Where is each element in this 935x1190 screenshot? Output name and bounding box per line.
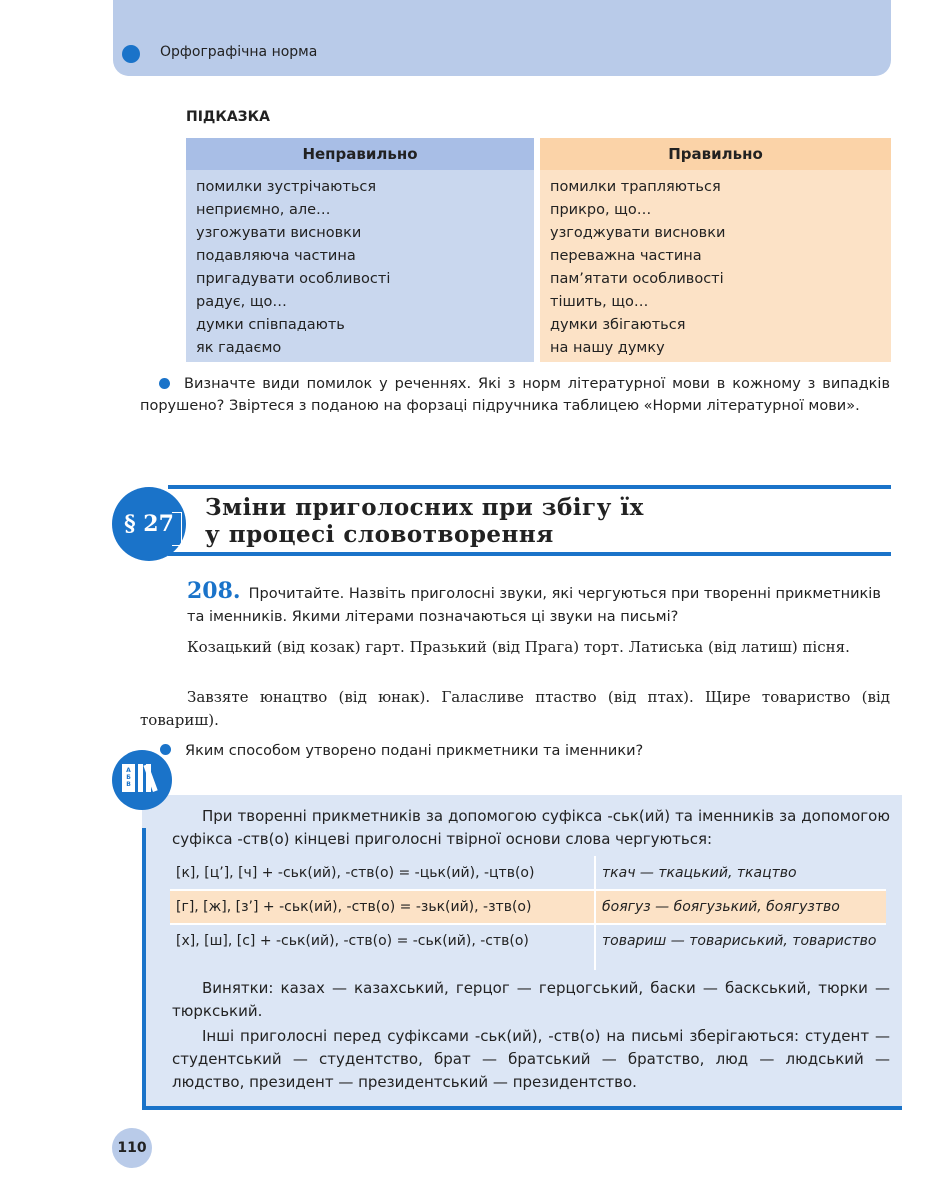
wrong-item: як гадаємо (196, 340, 282, 356)
question-2-text: Яким способом утворено подані прикметники та іменники? (185, 743, 644, 759)
right-column (540, 138, 891, 362)
right-item: на нашу думку (550, 340, 665, 356)
wrong-item: неприємно, але… (196, 202, 331, 218)
right-item: думки збігаються (550, 317, 686, 333)
right-item: помилки трапляються (550, 179, 721, 195)
rule-table-column-divider (594, 856, 596, 970)
example-cell: товариш — товариський, товариство (602, 933, 877, 949)
question-1-text: Визначте види помилок у реченнях. Які з норм літературної мови в кожному з випадків порушено? Звіртеся з поданою на форзаці підручника таблицею «Норми літературної мови». (140, 376, 890, 414)
section-title (205, 494, 644, 548)
abc-books-icon: A Б В (112, 750, 172, 810)
wrong-item: помилки зустрічаються (196, 179, 377, 195)
bullet-icon (160, 744, 171, 755)
rule-box-border-bottom (142, 1106, 902, 1110)
right-item: переважна частина (550, 248, 702, 264)
example-cell: ткач — ткацький, ткацтво (602, 865, 797, 881)
rule-table-row (170, 890, 886, 924)
rule-cell: [г], [ж], [з’] + -ськ(ий), -ств(о) = -зьк(ий), -зтв(о) (176, 899, 532, 915)
wrong-item: пригадувати особливості (196, 271, 391, 287)
rule-cell: [к], [ц’], [ч] + -ськ(ий), -ств(о) = -цьк(ий), -цтв(о) (176, 865, 535, 881)
section-badge: § 27 (112, 487, 186, 561)
header-bullet-icon (122, 45, 140, 63)
right-item: узгоджувати висновки (550, 225, 726, 241)
right-header: Правильно (540, 138, 891, 170)
rule-exceptions: Винятки: казах — казахський, герцог — герцогський, баски — баскський, тюрки — тюркський. (172, 979, 890, 1020)
wrong-item: подавляюча частина (196, 248, 356, 264)
rule-table-divider (170, 889, 886, 891)
rule-table (170, 856, 886, 972)
rule-cell: [х], [ш], [с] + -ськ(ий), -ств(о) = -ськ(ий), -ств(о) (176, 933, 529, 949)
rule-table-row (170, 924, 886, 972)
exercise-text-2: Завзяте юнацтво (від юнак). Галасливе птаство (від птах). Щире товариство (від товариш). (140, 688, 890, 729)
section-rule-bottom (168, 552, 891, 556)
bullet-icon (159, 378, 170, 389)
exercise-number: 208. (187, 578, 241, 604)
section-rule-top (168, 485, 891, 489)
exercise-task-text: Прочитайте. Назвіть приголосні звуки, які чергуються при творенні прикметників та іменників. Якими літерами позначаються ці звуки на письмі? (187, 586, 881, 625)
rule-box-border-left (142, 828, 146, 1110)
wrong-header: Неправильно (186, 138, 534, 170)
right-item: прикро, що… (550, 202, 652, 218)
example-cell: боягуз — боягузький, боягузтво (602, 899, 840, 915)
wrong-item: думки співпадають (196, 317, 345, 333)
rule-intro: При творенні прикметників за допомогою суфікса -ськ(ий) та іменників за допомогою суфікса -ств(о) кінцеві приголосні твірної основи слова чергуються: (172, 807, 890, 848)
wrong-item: узгожувати висновки (196, 225, 362, 241)
rule-others: Інші приголосні перед суфіксами -ськ(ий), -ств(о) на письмі зберігаються: студент — студентський — студентство, брат — братський — братство, люд — людський — людство, президент — президентський — президентство. (172, 1027, 890, 1091)
right-item: тішить, що… (550, 294, 649, 310)
rule-table-divider (170, 923, 886, 925)
rule-table-row (170, 856, 886, 890)
section-title-line-1: Зміни приголосних при збігу їх (205, 494, 644, 521)
hint-table (186, 138, 891, 362)
question-2 (160, 743, 643, 759)
page-number: 110 (112, 1128, 152, 1168)
wrong-item: радує, що… (196, 294, 287, 310)
question-1 (140, 373, 890, 417)
hint-title: ПІДКАЗКА (186, 109, 270, 125)
running-header: Орфографічна норма (160, 44, 318, 60)
section-title-line-2: у процесі словотворення (205, 521, 554, 548)
exercise-text-1: Козацький (від козак) гарт. Празький (від Прага) торт. Латиська (від латиш) пісня. (187, 638, 850, 656)
exercise-task (140, 580, 890, 629)
wrong-column (186, 138, 534, 362)
right-item: пам’ятати особливості (550, 271, 724, 287)
header-band (113, 0, 891, 76)
section-badge-frame (172, 512, 182, 546)
